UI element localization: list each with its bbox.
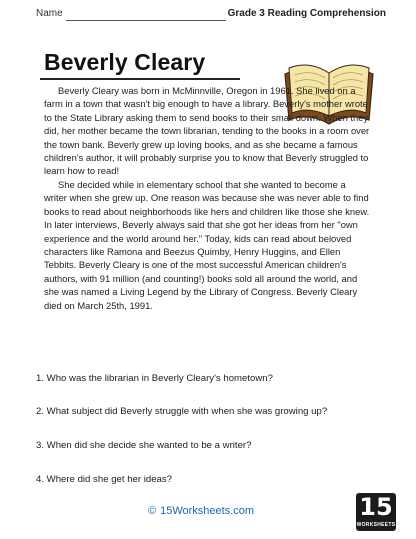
name-line[interactable] <box>66 20 226 21</box>
grade-label: Grade 3 Reading Comprehension <box>227 8 386 19</box>
site-link[interactable]: 15Worksheets.com <box>160 505 255 517</box>
name-label: Name <box>36 8 63 19</box>
question-3: 3. When did she decide she wanted to be a writer? <box>36 440 252 451</box>
footer-link[interactable] <box>148 505 254 517</box>
question-2: 2. What subject did Beverly struggle with when she was growing up? <box>36 406 328 417</box>
page-title: Beverly Cleary <box>44 49 206 75</box>
passage-paragraph-2: She decided while in elementary school that she wanted to become a writer when she grew up. One reason was because she was never able to find books to read about neighborhoods like hers and children like those she knew. In later interviews, Beverly always said that she got her ideas from her "own experience and the world around her." Today, kids can read about beloved characters like Ramona and Beezus Quimby, Henry Huggins, and Ellen Tebbits. Beverly Cleary is one of the most successful American children's authors, with 91 million (and counting!) books sold all around the world, and she was named a Living Legend by the Library of Congress. Beverly Cleary died on March 25th, 1991. <box>44 179 370 311</box>
title-underline <box>40 78 240 80</box>
passage-paragraph-1: Beverly Cleary was born in McMinnville, Oregon in 1961. She lived on a farm in a town that wasn't big enough to have a library. Beverly's mother wrote to the State Library asking them to send books to their small down. When they did, her mother became the town librarian, tending to the books in a room over the town bank. Beverly grew up loving books, and as she became a famous children's author, it will probably surprise you to know that Beverly struggled to learn how to read! <box>44 85 370 177</box>
logo-number: 15 <box>359 493 393 521</box>
copyright-symbol: © <box>148 505 157 517</box>
logo-word: WORKSHEETS <box>356 522 396 528</box>
worksheet-header <box>36 8 386 28</box>
question-4: 4. Where did she get her ideas? <box>36 474 172 485</box>
worksheets-logo <box>356 493 396 531</box>
question-1: 1. Who was the librarian in Beverly Cleary's hometown? <box>36 373 273 384</box>
